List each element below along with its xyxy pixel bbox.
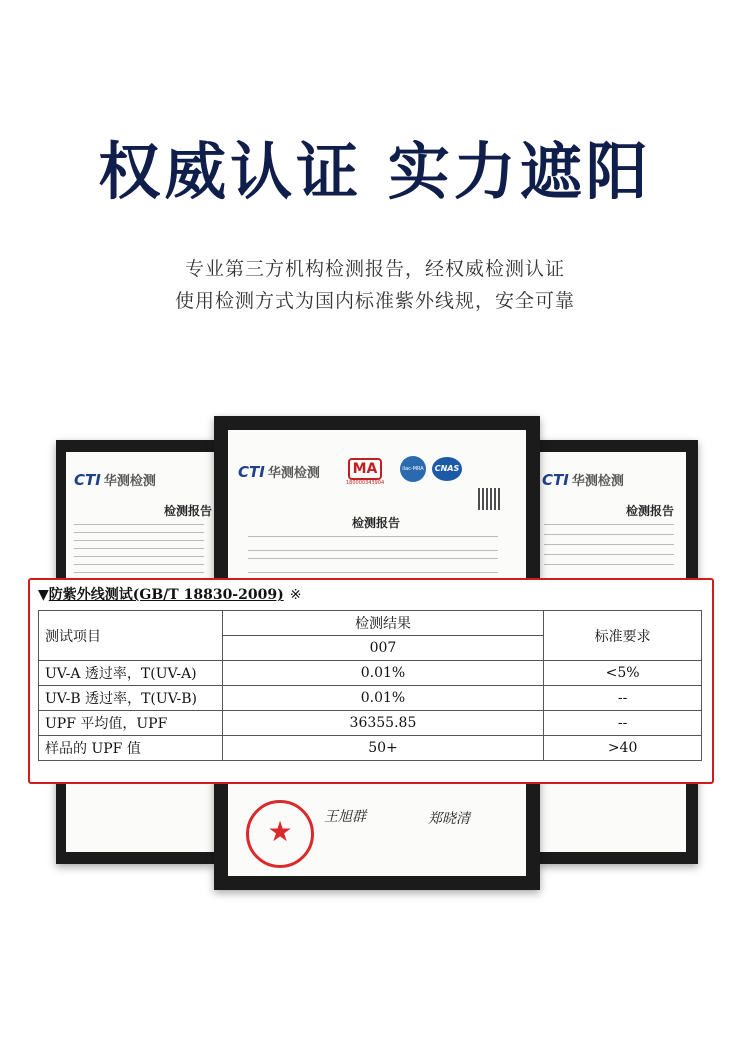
row-standard: <5% [544,661,702,686]
divider [74,564,204,565]
row-result: 50+ [222,736,543,761]
divider [74,572,204,573]
results-title: ▼防紫外线测试(GB/T 18830-2009) ※ [38,587,302,603]
report-title-left: 检测报告 [164,504,213,518]
subtitle-line-1: 专业第三方机构检测报告，经权威检测认证 [184,258,565,280]
header-test-result: 检测结果 [222,611,543,636]
cma-logo: MA [348,458,382,480]
table-header-row [39,611,702,636]
row-item: UV-A 透过率，T(UV-A) [39,661,223,686]
divider [248,550,498,551]
row-item: UPF 平均值，UPF [39,711,223,736]
signature-2: 郑晓清 [428,811,470,827]
row-standard: -- [544,686,702,711]
ilac-logo: ilac-MRA [400,456,426,482]
cnas-logo: CNAS [432,457,462,481]
divider [248,536,498,537]
divider [74,548,204,549]
qr-code-icon [478,488,500,510]
row-result: 0.01% [222,686,543,711]
table-row [39,661,702,686]
uv-test-results-panel [28,578,714,784]
headline: 权威认证 实力遮阳 [98,135,652,208]
row-standard: -- [544,711,702,736]
divider [74,556,204,557]
row-result: 36355.85 [222,711,543,736]
row-item: UV-B 透过率，T(UV-B) [39,686,223,711]
header-standard: 标准要求 [544,611,702,661]
divider [74,532,204,533]
divider [248,558,498,559]
table-row [39,736,702,761]
divider [544,524,674,525]
cma-number: 180000343904 [346,480,385,486]
cti-logo-left: CTI 华测检测 [74,471,156,489]
report-title-right: 检测报告 [626,504,675,518]
cti-logo-right: CTI 华测检测 [542,471,624,489]
header-test-item: 测试项目 [39,611,223,661]
table-row [39,686,702,711]
table-row [39,711,702,736]
divider [544,564,674,565]
report-title-center: 检测报告 [352,516,401,530]
subtitle-line-2: 使用检测方式为国内标准紫外线规，安全可靠 [174,290,575,312]
row-result: 0.01% [222,661,543,686]
divider [544,554,674,555]
row-standard: >40 [544,736,702,761]
divider [544,534,674,535]
signature-1: 王旭群 [324,809,366,825]
divider [248,572,498,573]
divider [74,524,204,525]
divider [544,544,674,545]
cti-logo-center: CTI 华测检测 [238,463,320,481]
official-stamp-icon: ★ [246,800,314,868]
row-item: 样品的 UPF 值 [39,736,223,761]
divider [74,540,204,541]
results-table [38,610,702,761]
header-sample-id: 007 [222,636,543,661]
